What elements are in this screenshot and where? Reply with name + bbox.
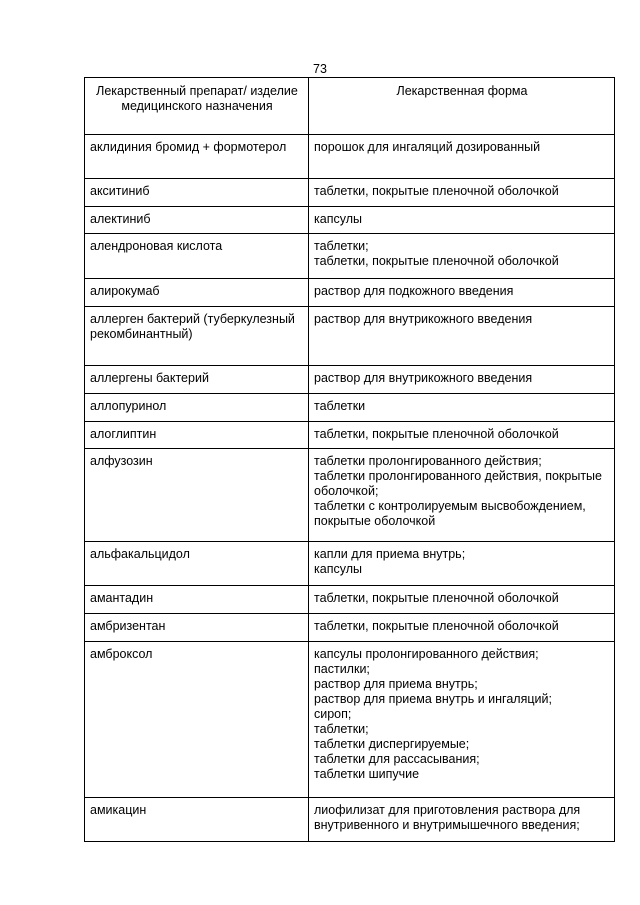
- dosage-form-cell: раствор для внутрикожного введения: [309, 307, 615, 366]
- table-row: [85, 422, 615, 449]
- dosage-form-cell: таблетки; таблетки, покрытые пленочной оболочкой: [309, 234, 615, 279]
- table-header-row: [85, 78, 615, 135]
- table-row: [85, 798, 615, 842]
- drug-name-cell: алектиниб: [85, 207, 309, 234]
- drug-table: [84, 77, 615, 842]
- dosage-form-cell: таблетки, покрытые пленочной оболочкой: [309, 422, 615, 449]
- drug-name-cell: амантадин: [85, 586, 309, 614]
- dosage-form-cell: раствор для подкожного введения: [309, 279, 615, 307]
- table-row: [85, 135, 615, 179]
- table-row: [85, 207, 615, 234]
- dosage-form-cell: раствор для внутрикожного введения: [309, 366, 615, 394]
- dosage-form-cell: таблетки, покрытые пленочной оболочкой: [309, 614, 615, 642]
- dosage-form-cell: таблетки, покрытые пленочной оболочкой: [309, 179, 615, 207]
- dosage-form-cell: капсулы пролонгированного действия; пастилки; раствор для приема внутрь; раствор для приема внутрь и ингаляций; сироп; таблетки; таблетки диспергируемые; таблетки для рассасывания; таблетки шипучие: [309, 642, 615, 798]
- dosage-form-cell: лиофилизат для приготовления раствора для внутривенного и внутримышечного введения;: [309, 798, 615, 842]
- dosage-form-cell: таблетки, покрытые пленочной оболочкой: [309, 586, 615, 614]
- table-row: [85, 642, 615, 798]
- header-dosage-form: Лекарственная форма: [309, 78, 615, 135]
- drug-name-cell: амброксол: [85, 642, 309, 798]
- drug-name-cell: алфузозин: [85, 449, 309, 542]
- table-row: [85, 179, 615, 207]
- table-row: [85, 279, 615, 307]
- table-row: [85, 614, 615, 642]
- dosage-form-cell: таблетки пролонгированного действия; таблетки пролонгированного действия, покрытые оболочкой; таблетки с контролируемым высвобождением, покрытые оболочкой: [309, 449, 615, 542]
- drug-name-cell: амикацин: [85, 798, 309, 842]
- drug-name-cell: алоглиптин: [85, 422, 309, 449]
- drug-name-cell: аллерген бактерий (туберкулезный рекомбинантный): [85, 307, 309, 366]
- table-row: [85, 366, 615, 394]
- table-row: [85, 234, 615, 279]
- drug-name-cell: алирокумаб: [85, 279, 309, 307]
- drug-name-cell: аллергены бактерий: [85, 366, 309, 394]
- page-number: 73: [313, 62, 327, 76]
- table-row: [85, 449, 615, 542]
- dosage-form-cell: капли для приема внутрь; капсулы: [309, 542, 615, 586]
- drug-name-cell: альфакальцидол: [85, 542, 309, 586]
- drug-name-cell: аллопуринол: [85, 394, 309, 422]
- drug-name-cell: алендроновая кислота: [85, 234, 309, 279]
- dosage-form-cell: порошок для ингаляций дозированный: [309, 135, 615, 179]
- table-row: [85, 586, 615, 614]
- header-drug-name: Лекарственный препарат/ изделие медицинского назначения: [85, 78, 309, 135]
- dosage-form-cell: капсулы: [309, 207, 615, 234]
- drug-name-cell: акситиниб: [85, 179, 309, 207]
- table-row: [85, 542, 615, 586]
- table-row: [85, 394, 615, 422]
- drug-name-cell: аклидиния бромид + формотерол: [85, 135, 309, 179]
- table-row: [85, 307, 615, 366]
- dosage-form-cell: таблетки: [309, 394, 615, 422]
- drug-name-cell: амбризентан: [85, 614, 309, 642]
